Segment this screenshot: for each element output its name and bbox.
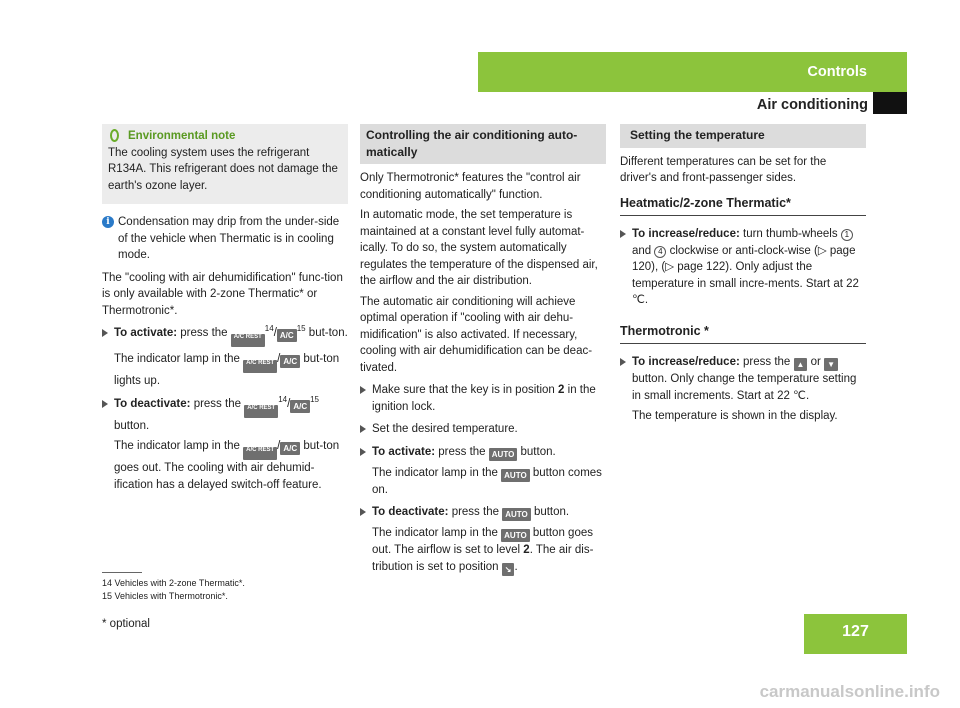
section-heading: Controlling the air conditioning auto-matically xyxy=(360,124,606,164)
step-text: button. xyxy=(533,506,570,518)
ac-rest-key-icon: A/C REST xyxy=(243,447,277,460)
step-result-text: The indicator lamp in the xyxy=(114,353,240,365)
info-icon: i xyxy=(102,216,114,228)
step-result-text: button comes on. xyxy=(372,466,602,496)
subheading-thermotronic: Thermotronic * xyxy=(620,323,866,345)
separator: / xyxy=(287,397,291,410)
thumbwheel-4-icon: 4 xyxy=(654,246,666,258)
footnote-rule xyxy=(102,572,142,573)
step-result: The temperature is shown in the display. xyxy=(632,410,838,422)
footnote-ref: 14 xyxy=(278,394,288,404)
ac-rest-key-icon: A/C REST xyxy=(243,360,277,373)
subheading-heatmatic: Heatmatic/2-zone Thermatic* xyxy=(620,195,866,217)
step-result-text: . The air dis-tribution is set to position xyxy=(372,544,594,573)
step-increase-reduce-wheels xyxy=(620,226,866,309)
step-activate xyxy=(102,325,348,347)
step-label: To increase/reduce: xyxy=(632,356,740,368)
thumbwheel-1-icon: 1 xyxy=(841,229,853,241)
step-increase-reduce-buttons xyxy=(620,354,866,404)
ac-key-icon: A/C xyxy=(277,329,297,342)
ac-key-icon: A/C xyxy=(280,442,300,455)
footnotes xyxy=(102,577,245,603)
step-set-temperature: Set the desired temperature. xyxy=(360,421,606,438)
paragraph: In automatic mode, the set temperature is maintained at a constant level fully automat-ically. To do so, the system automatically regulates the temperature of the dispensed air, the airflow and the air distribution. xyxy=(360,209,598,287)
step-result xyxy=(360,465,606,499)
down-arrow-key-icon: ▼ xyxy=(824,358,838,371)
column-1 xyxy=(102,124,348,497)
separator: / xyxy=(277,440,281,452)
step-text: and xyxy=(632,244,652,257)
paragraph: The "cooling with air dehumidification" func-tion is only available with 2-zone Thermatic* or Thermotronic*. xyxy=(102,271,343,317)
column-2 xyxy=(360,124,606,580)
step-text: but-ton. xyxy=(308,327,348,339)
paragraph: Different temperatures can be set for the driver's and front-passenger sides. xyxy=(620,155,827,184)
step-label: To activate: xyxy=(372,445,436,458)
step-label: To activate: xyxy=(114,327,178,339)
airflow-level: 2 xyxy=(523,544,530,556)
info-note-text: Condensation may drip from the under-side of the vehicle when Thermatic is in cooling mode. xyxy=(118,216,340,261)
step-label: To deactivate: xyxy=(114,397,191,410)
paragraph: The automatic air conditioning will achieve optimal operation if "cooling with air dehu-midification" is also activated. If necessary, cooling with air dehumidification can be deac-tivated. xyxy=(360,295,593,374)
step-text: press the xyxy=(451,506,499,518)
optional-note: * optional xyxy=(102,618,150,630)
step-label: To deactivate: xyxy=(372,506,449,518)
environmental-note-title: Environmental note xyxy=(128,128,342,145)
ac-key-icon: A/C xyxy=(280,355,300,368)
step-result xyxy=(102,351,348,390)
step-result-text: but-ton goes out. The cooling with air dehumid-ification has a delayed switch-off feature. xyxy=(114,440,340,491)
step-text: press the xyxy=(180,327,228,339)
section-title: Air conditioning xyxy=(756,97,868,113)
step-activate xyxy=(360,444,606,461)
auto-key-icon: AUTO xyxy=(489,448,518,461)
step-label: To increase/reduce: xyxy=(632,228,740,240)
step-text: or xyxy=(810,356,821,368)
step-text: turn thumb-wheels xyxy=(743,228,838,240)
step-text: press the xyxy=(438,445,486,458)
footnote-ref: 14 xyxy=(264,324,274,334)
environmental-note xyxy=(102,124,348,204)
step-text: in the ignition lock. xyxy=(372,384,596,413)
step-text: press the xyxy=(743,356,791,368)
header-category: Controls xyxy=(807,64,867,80)
ac-key-icon: A/C xyxy=(290,400,310,413)
page-number-box xyxy=(804,614,907,654)
environmental-note-text: The cooling system uses the refrigerant R134A. This refrigerant does not damage the earth's ozone layer. xyxy=(108,146,338,192)
step-text: button. xyxy=(114,419,150,432)
step-result-text: The indicator lamp in the xyxy=(372,527,498,539)
step-text: Make sure that the key is in position xyxy=(372,384,555,396)
ac-rest-key-icon: A/C REST xyxy=(231,334,265,347)
step-text: clockwise or anti-clock-wise (▷ page 120), (▷ page 122). Only adjust the temperature in small incre-ments. Start at 22 ℃. xyxy=(632,244,859,306)
separator: / xyxy=(277,353,281,365)
step-result-text: but-ton lights up. xyxy=(114,353,340,387)
step-text: button. Only change the temperature setting in small increments. Start at 22 ℃. xyxy=(632,373,857,402)
key-position: 2 xyxy=(558,384,565,396)
footnote-15: 15 Vehicles with Thermotronic*. xyxy=(102,591,228,601)
auto-key-icon: AUTO xyxy=(501,469,530,482)
step-deactivate xyxy=(360,504,606,521)
page-number: 127 xyxy=(842,623,869,640)
step-result xyxy=(360,525,606,576)
separator: / xyxy=(273,327,277,339)
section-heading: Setting the temperature xyxy=(620,124,866,148)
watermark: carmanualsonline.info xyxy=(759,681,940,701)
step-result-text: The indicator lamp in the xyxy=(372,466,498,479)
info-note xyxy=(102,214,348,264)
step-result-text: . xyxy=(514,560,518,573)
footnote-14: 14 Vehicles with 2-zone Thermatic*. xyxy=(102,578,245,588)
ac-rest-key-icon: A/C REST xyxy=(244,405,278,418)
step-result-text: button goes out. The airflow is set to level xyxy=(372,527,593,556)
section-tab-marker xyxy=(873,92,907,114)
step-result-text: The indicator lamp in the xyxy=(114,440,240,452)
auto-key-icon: AUTO xyxy=(501,529,530,542)
header-bar xyxy=(478,52,907,92)
column-3 xyxy=(620,124,866,429)
air-distribution-icon: ↘ xyxy=(502,563,515,576)
auto-key-icon: AUTO xyxy=(502,508,531,521)
footnote-ref: 15 xyxy=(296,324,306,334)
step-text: press the xyxy=(193,397,241,410)
up-arrow-key-icon: ▲ xyxy=(794,358,808,371)
footnote-ref: 15 xyxy=(310,394,320,404)
paragraph: Only Thermotronic* features the "control air conditioning automatically" function. xyxy=(360,172,581,201)
step-deactivate xyxy=(102,396,348,435)
step-key-position xyxy=(360,382,606,415)
step-result xyxy=(102,438,348,493)
step-text: button. xyxy=(520,445,556,458)
